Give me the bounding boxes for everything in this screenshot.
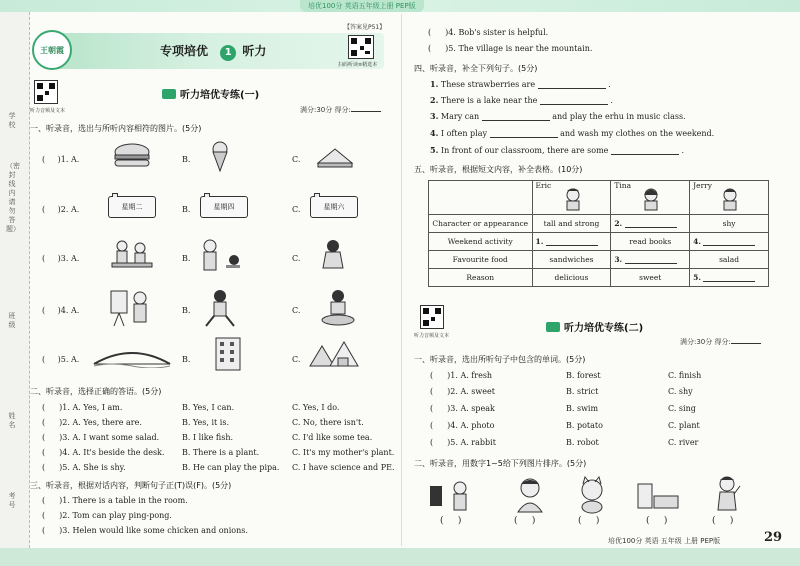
bottom-strip (0, 548, 800, 566)
table-row (429, 181, 769, 215)
p1-part1-heading: 一、听录音，选出与所听内容相符的图片。(5分) (30, 124, 202, 133)
p1-p3-q1: ( )1. There is a table in the room. (42, 496, 188, 505)
p2-q3-b: B. swim (566, 404, 599, 413)
p1-p2-q2-b: B. Yes, it is. (182, 418, 229, 427)
audio-qr-code[interactable] (34, 80, 58, 104)
p1-p2-q5-b: B. He can play the pipa. (182, 463, 280, 472)
p1-q2-row: ( )2. A. (42, 205, 80, 214)
p1-part2-heading: 二、听录音，选择正确的答语。(5分) (30, 387, 162, 396)
banner-title: 专项培优 1 听力 (160, 42, 266, 61)
p1-p3-q3: ( )3. Helen would like some chicken and onions. (42, 526, 248, 535)
r-part4-heading: 四、听录音，补全下列句子。(5分) (414, 64, 538, 73)
p1-p3-q2: ( )2. Tom can play ping-pong. (42, 511, 172, 520)
answer-blank-3[interactable] (625, 257, 677, 264)
margin-seal-note: （密封线内请勿答题） (6, 162, 20, 233)
footer-text: 培优100分 英语 五年级 上册 PEP版 (608, 537, 721, 545)
p2-part1-heading: 一、听录音，选出所听句子中包含的单词。(5分) (414, 355, 586, 364)
r-part5-heading: 五、听录音，根据短文内容，补全表格。(10分) (414, 165, 583, 174)
banner-qr-code[interactable] (348, 35, 374, 59)
binding-margin (0, 12, 30, 548)
p1-p2-q4-c: C. It's my mother's plant. (292, 448, 395, 457)
col-eric: Eric (532, 181, 611, 215)
margin-class: 班级 (8, 312, 16, 329)
answer-blank-1[interactable] (546, 239, 598, 246)
order-blank-2[interactable]: ( ) (514, 516, 536, 526)
margin-school: 学校 (8, 112, 16, 129)
p1-p2-q3-b: B. I like fish. (182, 433, 234, 442)
p1-p2-q1-b: B. Yes, I can. (182, 403, 235, 412)
top-strip (0, 0, 800, 12)
calendar-card-a: 星期二 (108, 196, 156, 218)
calendar-card-c: 星期六 (310, 196, 358, 218)
r-p3-q5: ( )5. The village is near the mountain. (428, 44, 593, 53)
p1-q2-c: C. (292, 205, 301, 214)
village-image (308, 336, 360, 372)
p1-q4-b: B. (182, 306, 191, 315)
p1-q1-b: B. (182, 155, 191, 164)
table-row: Favourite food sandwiches 3. salad (429, 251, 769, 269)
p2-q5-b: B. robot (566, 438, 599, 447)
table-row: Reason delicious sweet 5. (429, 269, 769, 287)
margin-name: 姓名 (8, 412, 16, 429)
boy-portrait-image (510, 476, 550, 514)
p2-q1: ( )1. A. fresh (430, 371, 493, 380)
r-p4-q1: 1. These strawberries are . (430, 79, 611, 89)
tina-avatar (641, 187, 661, 211)
practice2-score: 满分:30分 得分: (680, 337, 761, 347)
banner-qr-caption: 扫码听读≡精选本 (338, 62, 378, 68)
p1-q5-b: B. (182, 355, 191, 364)
p2-q1-b: B. forest (566, 371, 601, 380)
sandwich-image (315, 145, 355, 169)
building-image (210, 336, 246, 372)
painting-boy-image (108, 288, 152, 328)
p1-p2-q5: ( )5. A. She is shy. (42, 463, 126, 472)
r-p4-q2: 2. There is a lake near the . (430, 95, 613, 105)
table-row: Weekend activity 1. read books 4. (429, 233, 769, 251)
page-number: 29 (764, 530, 783, 545)
brand-logo: 王朝霞 (32, 30, 72, 70)
p1-q1-row: ( )1. A. (42, 155, 80, 164)
headphones-icon (546, 322, 560, 332)
eric-avatar (563, 187, 583, 211)
headphones-icon (162, 89, 176, 99)
calendar-card-b: 星期四 (200, 196, 248, 218)
p2-q1-c: C. finish (668, 371, 702, 380)
p1-p2-q5-c: C. I have science and PE. (292, 463, 395, 472)
col-jerry: Jerry (690, 181, 769, 215)
kungfu-boy-image (200, 288, 240, 328)
order-blank-3[interactable]: ( ) (578, 516, 600, 526)
p1-q3-row: ( )3. A. (42, 254, 80, 263)
col-tina: Tina (611, 181, 690, 215)
p2-q2: ( )2. A. sweet (430, 387, 495, 396)
p1-part3-heading: 三、听录音，根据对话内容，判断句子正(T)误(F)。(5分) (30, 481, 232, 490)
ice-cream-image (208, 140, 232, 172)
p2-q4-c: C. plant (668, 421, 700, 430)
answer-blank-4[interactable] (703, 239, 755, 246)
order-blank-5[interactable]: ( ) (712, 516, 734, 526)
p1-p2-q2: ( )2. A. Yes, there are. (42, 418, 142, 427)
p2-q3: ( )3. A. speak (430, 404, 495, 413)
p2-q2-b: B. strict (566, 387, 599, 396)
hamburger-image (112, 142, 152, 170)
p1-q1-c: C. (292, 155, 301, 164)
p2-q4: ( )4. A. photo (430, 421, 495, 430)
phone-boy-image (428, 478, 472, 514)
p1-q3-c: C. (292, 254, 301, 263)
p2-part2-heading: 二、听录音，用数字1~5给下列图片排序。(5分) (414, 459, 587, 468)
p1-q5-row: ( )5. A. (42, 355, 80, 364)
girl-waving-image (712, 474, 742, 514)
p2-q4-b: B. potato (566, 421, 603, 430)
banner-number: 1 (220, 45, 236, 61)
r-p4-q5: 5. In front of our classroom, there are some . (430, 145, 685, 155)
answer-ref: 【答案见P51】 (344, 24, 386, 31)
p1-p2-q1-c: C. Yes, I do. (292, 403, 340, 412)
page-divider (401, 14, 402, 546)
p2-q5-c: C. river (668, 438, 699, 447)
practice2-qr-caption: 听力音频及文本 (414, 333, 450, 339)
p1-q3-b: B. (182, 254, 191, 263)
practice1-score: 满分:30分 得分: (300, 105, 381, 115)
cooking-boy-image (318, 288, 358, 328)
p2-q5: ( )5. A. rabbit (430, 438, 496, 447)
p2-q3-c: C. sing (668, 404, 696, 413)
r-p4-q4: 4. I often play and wash my clothes on the weekend. (430, 128, 715, 138)
practice1-title: 听力培优专练(一) (162, 86, 259, 101)
girl-image (318, 238, 348, 274)
p1-p2-q4: ( )4. A. It's beside the desk. (42, 448, 165, 457)
p1-p2-q1: ( )1. A. Yes, I am. (42, 403, 123, 412)
jerry-avatar (720, 187, 740, 211)
students-desk-image (108, 238, 156, 274)
p1-q4-row: ( )4. A. (42, 306, 80, 315)
p1-p2-q4-b: B. There is a plant. (182, 448, 260, 457)
p1-p2-q3-c: C. I'd like some tea. (292, 433, 373, 442)
fill-table (428, 180, 769, 287)
header-strip-text: 培优100分 英语五年级上册 PEP版 (300, 0, 424, 12)
r-p3-q4: ( )4. Bob's sister is helpful. (428, 28, 549, 37)
practice2-title: 听力培优专练(二) (546, 319, 643, 334)
r-p4-q3: 3. Mary can and play the erhu in music class. (430, 111, 686, 121)
audio-qr-caption: 听力音频及文本 (30, 108, 66, 114)
table-row: Character or appearance tall and strong 2. shy (429, 215, 769, 233)
p1-p2-q2-c: C. No, there isn't. (292, 418, 364, 427)
answer-blank-2[interactable] (625, 221, 677, 228)
p1-p2-q3: ( )3. A. I want some salad. (42, 433, 160, 442)
boy-speaking-image (196, 238, 246, 274)
margin-number: 考号 (8, 492, 16, 509)
p2-q2-c: C. shy (668, 387, 693, 396)
cat-image (572, 476, 612, 514)
order-blank-4[interactable]: ( ) (646, 516, 668, 526)
bridge-image (92, 342, 172, 368)
p1-q5-c: C. (292, 355, 301, 364)
practice2-qr-code[interactable] (420, 305, 444, 329)
p1-q4-c: C. (292, 306, 301, 315)
p1-q2-b: B. (182, 205, 191, 214)
order-blank-1[interactable]: ( ) (440, 516, 462, 526)
answer-blank-5[interactable] (703, 275, 755, 282)
bedroom-image (636, 482, 680, 512)
